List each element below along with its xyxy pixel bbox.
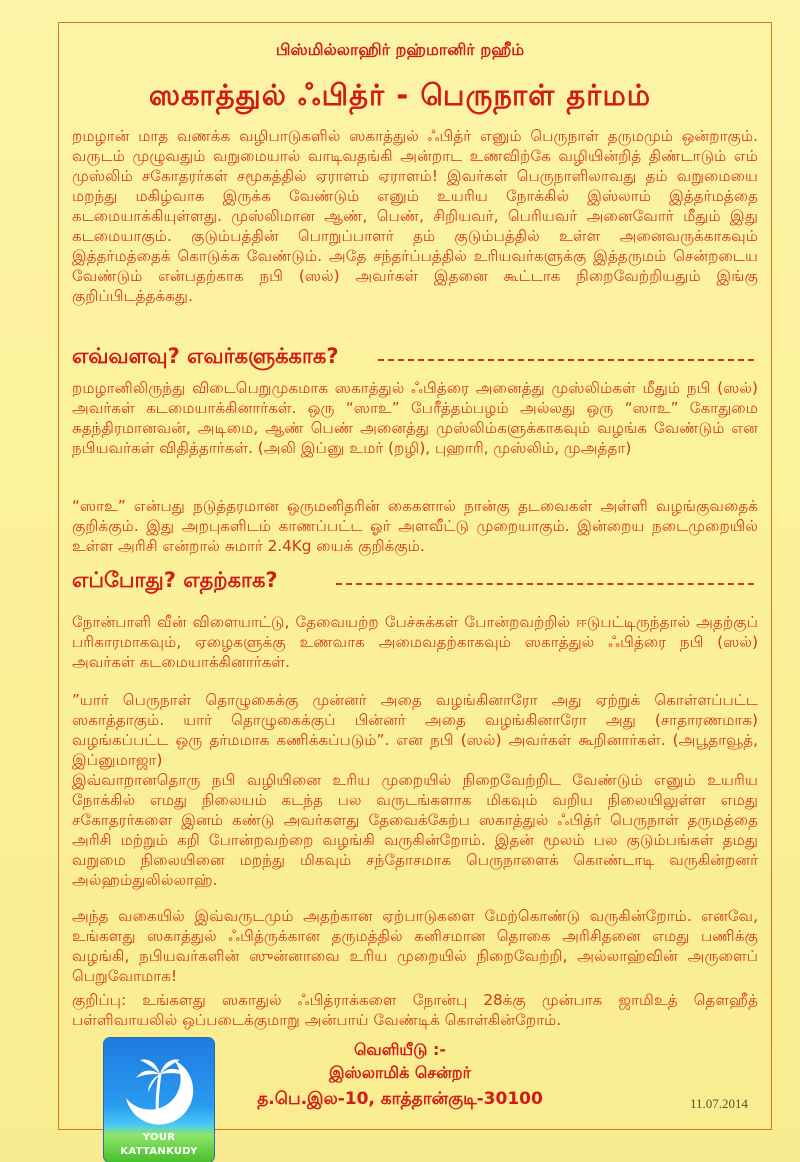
section-how-much-paragraph-2: “ஸாஉ” என்பது நடுத்தரமான ஒருமனிதரின் கைகளால் நான்கு தடவைகள் அள்ளி வழங்குவதைக் குறிக்கும். இது அறபுகளிடம் காணப்பட்ட ஓர் அளவீட்டு முறையாகும். இன்றைய நடைமுறையில் உள்ள அரிசி என்றால் சுமார் 2.4Kg யைக் குறிக்கும்.	[72, 497, 758, 555]
note-paragraph: குறிப்பு: உங்களது ஸகாதுல் ஃபித்ராக்களை நோன்பு 28க்கு முன்பாக ஜாமிஉத் தௌஹீத் பள்ளிவாயலில் ஒப்படைக்குமாறு அன்பாய் வேண்டிக் கொள்கின்றோம்.	[72, 991, 758, 1029]
page-title: ஸகாத்துல் ஃபித்ர் - பெருநாள் தர்மம்	[148, 78, 652, 112]
section-how-much-title: எவ்வளவு? எவர்களுக்காக?	[72, 343, 339, 368]
organization-address: த.பெ.இல-10, காத்தான்குடி-30100	[257, 1089, 543, 1109]
section-how-much-divider	[378, 359, 754, 361]
section-when-paragraph-2: ”யார் பெருநாள் தொழுகைக்கு முன்னர் அதை வழங்கினாரோ அது ஏற்றுக் கொள்ளப்பட்ட ஸகாத்தாகும். யார் தொழுகைக்குப் பின்னர் அதை வழங்கினாரோ அது (சாதாரணமாக) வழங்கப்பட்ட ஒரு தர்மமாக கணிக்கப்படும்”. என நபி (ஸல்) அவர்கள் கூறினார்கள். (அபூதாவூத், இப்னுமாஜா)	[72, 691, 758, 769]
palm-moon-icon	[104, 1038, 214, 1162]
publication-date: 11.07.2014	[690, 1096, 749, 1111]
logo-text-line-2: KATTANKUDY	[120, 1146, 198, 1157]
section-when-paragraph-4: அந்த வகையில் இவ்வருடமும் அதற்கான ஏற்பாடுகளை மேற்கொண்டு வருகின்றோம். எனவே, உங்களது ஸகாத்துல் ஃபித்ருக்கான தருமத்தில் கனிசமான தொகை அரிசிதனை எமது பணிக்கு வழங்கி, நபியவர்களின் ஸுன்னாவை உரிய முறையில் நிறைவேற்றி, அல்லாஹ்வின் அருளைப் பெறுவோமாக!	[72, 907, 758, 985]
section-how-much-paragraph-1: றமழானிலிருந்து விடைபெறுமுகமாக ஸகாத்துல் ஃபித்ரை அனைத்து முஸ்லிம்கள் மீதும் நபி (ஸல்) அவர்கள் கடமையாக்கினார்கள். ஒரு “ஸாஉ” பேரீத்தம்பழம் அல்லது ஒரு “ஸாஉ” கோதுமை சுதந்திரமானவன், அடிமை, ஆண் பெண் அனைத்து முஸ்லிம்களுக்காகவும் வழங்க வேண்டும் என நபியவர்கள் விதித்தார்கள். (அலி இப்னு உமர் (றழி), புஹாரி, முஸ்லிம், முஅத்தா)	[72, 379, 758, 457]
bismillah-heading: பிஸ்மில்லாஹிர் றஹ்மானிர் றஹீம்	[275, 40, 525, 59]
intro-paragraph: றமழான் மாத வணக்க வழிபாடுகளில் ஸகாத்துல் ஃபித்ர் எனும் பெருநாள் தருமமும் ஒன்றாகும். வருடம் முழுவதும் வறுமையால் வாடிவதங்கி அன்றாட உணவிற்கே வழியின்றித் திண்டாடும் எம் முஸ்லிம் சகோதரர்கள் சமூகத்தில் ஏராளம் ஏராளம்! இவர்கள் பெருநாளிலாவது தம் வறுமையை மறந்து மகிழ்வாக இருக்க வேண்டும் எனும் உயரிய நோக்கில் இஸ்லாம் இத்தர்மத்தை கடமையாக்கியுள்ளது. முஸ்லிமான ஆண், பெண், சிறியவர், பெரியவர் அனைவோர் மீதும் இது கடமையாகும். குடும்பத்தின் பொறுப்பாளர் தம் குடும்பத்தில் உள்ள அனைவருக்காகவும் இத்தர்மத்தைக் கொடுக்க வேண்டும். அதே சந்தர்ப்பத்தில் உரியவர்களுக்கு இத்தருமம் சென்றடைய வேண்டும் என்பதற்காக நபி (ஸல்) அவர்கள் இதனை கூட்டாக நிறைவேற்றியதும் இங்கு குறிப்பிடத்தக்கது.	[72, 127, 758, 305]
organization-name: இஸ்லாமிக் சென்றர்	[328, 1063, 472, 1082]
your-kattankudy-logo	[104, 1038, 214, 1162]
section-when-paragraph-3: இவ்வாறானதொரு நபி வழியினை உரிய முறையில் நிறைவேற்றிட வேண்டும் எனும் உயரிய நோக்கில் எமது நிலையம் கடந்த பல வருடங்களாக மிகவும் வறிய நிலையிலுள்ள எமது சகோதரர்களை இனம் கண்டு அவர்களது தேவைக்கேற்ப ஸகாத்துல் ஃபித்ர் பெருநாள் தருமத்தை அரிசி மற்றும் கறி போன்றவற்றை வழங்கி வருகின்றோம். இதன் மூலம் பல குடும்பங்கள் தமது வறுமை நிலையினை மறந்து மிகவும் சந்தோசமாக பெருநாளைக் கொண்டாடி வருகின்றனர் அல்ஹம்துலில்லாஹ்.	[72, 771, 758, 889]
section-how-much-header	[72, 342, 339, 372]
section-when-title: எப்போது? எதற்காக?	[72, 567, 278, 592]
section-when-paragraph-1: நோன்பாளி வீன் விளையாட்டு, தேவையற்ற பேச்சுக்கள் போன்றவற்றில் ஈடுபட்டிருந்தால் அதற்குப் பரிகாரமாகவும், ஏழைகளுக்கு உணவாக அமைவதற்காகவும் ஸகாத்துல் ஃபித்ரை நபி (ஸல்) அவர்கள் கடமையாக்கினார்கள்.	[72, 613, 758, 671]
logo-text-line-1: YOUR	[142, 1132, 176, 1143]
release-label: வெளியீடு :-	[353, 1040, 447, 1059]
section-when-header	[72, 566, 278, 596]
section-when-divider	[336, 583, 754, 585]
